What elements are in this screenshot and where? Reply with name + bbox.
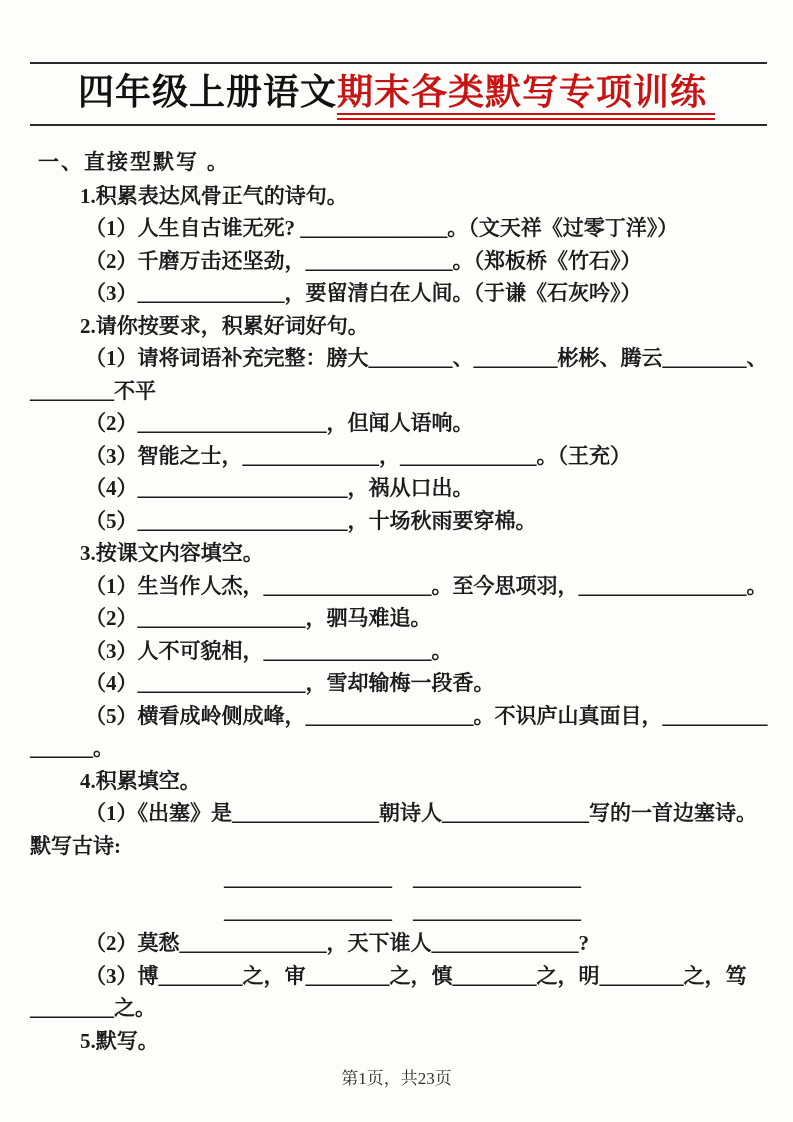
worksheet-body bbox=[30, 147, 775, 1057]
question-number-line: 2.请你按要求，积累好词好句。 bbox=[80, 313, 369, 338]
title-grade-part: 四年级上册语文 bbox=[77, 72, 337, 112]
fill-blank-line: （3）______________，要留清白在人间。（于谦《石灰吟》） bbox=[85, 281, 642, 305]
fill-blank-line: （1）生当作人杰，________________。至今思项羽，________________。 bbox=[85, 573, 768, 598]
fill-blank-line: （1）请将词语补充完整：膀大________、________彬彬、腾云________、 bbox=[85, 346, 768, 370]
page-number-footer: 第1页，共23页 bbox=[341, 1069, 452, 1088]
fill-blank-line: （5）横看成岭侧成峰，________________。不识庐山真面目，__________ bbox=[85, 703, 768, 728]
fill-blank-line: （2）__________________，但闻人语响。 bbox=[85, 411, 474, 435]
fill-blank-line: （4）________________，雪却输梅一段香。 bbox=[85, 671, 495, 695]
fill-blank-line: （3）博________之，审________之，慎________之，明________之，笃 bbox=[85, 963, 747, 988]
fill-blank-line-continuation: ________不平 bbox=[30, 378, 156, 403]
header-top-rule bbox=[30, 62, 767, 64]
fill-blank-line: （2）莫愁______________，天下谁人______________? bbox=[85, 931, 589, 955]
header-bottom-rule bbox=[30, 124, 767, 126]
poem-blank-row: ________________ ________________ bbox=[224, 866, 581, 890]
fill-blank-line-continuation: ______。 bbox=[30, 736, 114, 760]
section-heading: 一、直接型默写 。 bbox=[38, 151, 230, 174]
fill-blank-line: （2）千磨万击还坚劲，______________。（郑板桥《竹石》） bbox=[85, 248, 642, 273]
fill-blank-line-continuation: ________之。 bbox=[30, 996, 156, 1020]
page-title bbox=[0, 70, 793, 114]
poem-blank-row: ________________ ________________ bbox=[224, 898, 581, 923]
fill-blank-line: （4）____________________，祸从口出。 bbox=[85, 476, 474, 500]
question-number-line: 3.按课文内容填空。 bbox=[80, 541, 264, 565]
fill-blank-line: （3）人不可貌相，________________。 bbox=[85, 638, 453, 663]
question-number-line: 1.积累表达风骨正气的诗句。 bbox=[80, 183, 348, 208]
fill-blank-line: （2）________________，驷马难追。 bbox=[85, 606, 432, 630]
title-topic-part: 期末各类默写专项训练 bbox=[337, 72, 715, 120]
poem-prompt-line: 默写古诗: bbox=[30, 833, 121, 858]
fill-blank-line: （5）____________________，十场秋雨要穿棉。 bbox=[85, 508, 537, 533]
question-number-line: 4.积累填空。 bbox=[80, 768, 201, 793]
fill-blank-line: （1）《出塞》是______________朝诗人______________写的一首边塞诗。 bbox=[85, 801, 757, 825]
fill-blank-line: （3）智能之士，_____________，_____________。（王充） bbox=[85, 443, 631, 468]
question-number-line: 5.默写。 bbox=[80, 1028, 159, 1053]
fill-blank-line: （1）人生自古谁无死? ______________。（文天祥《过零丁洋》） bbox=[85, 216, 679, 240]
